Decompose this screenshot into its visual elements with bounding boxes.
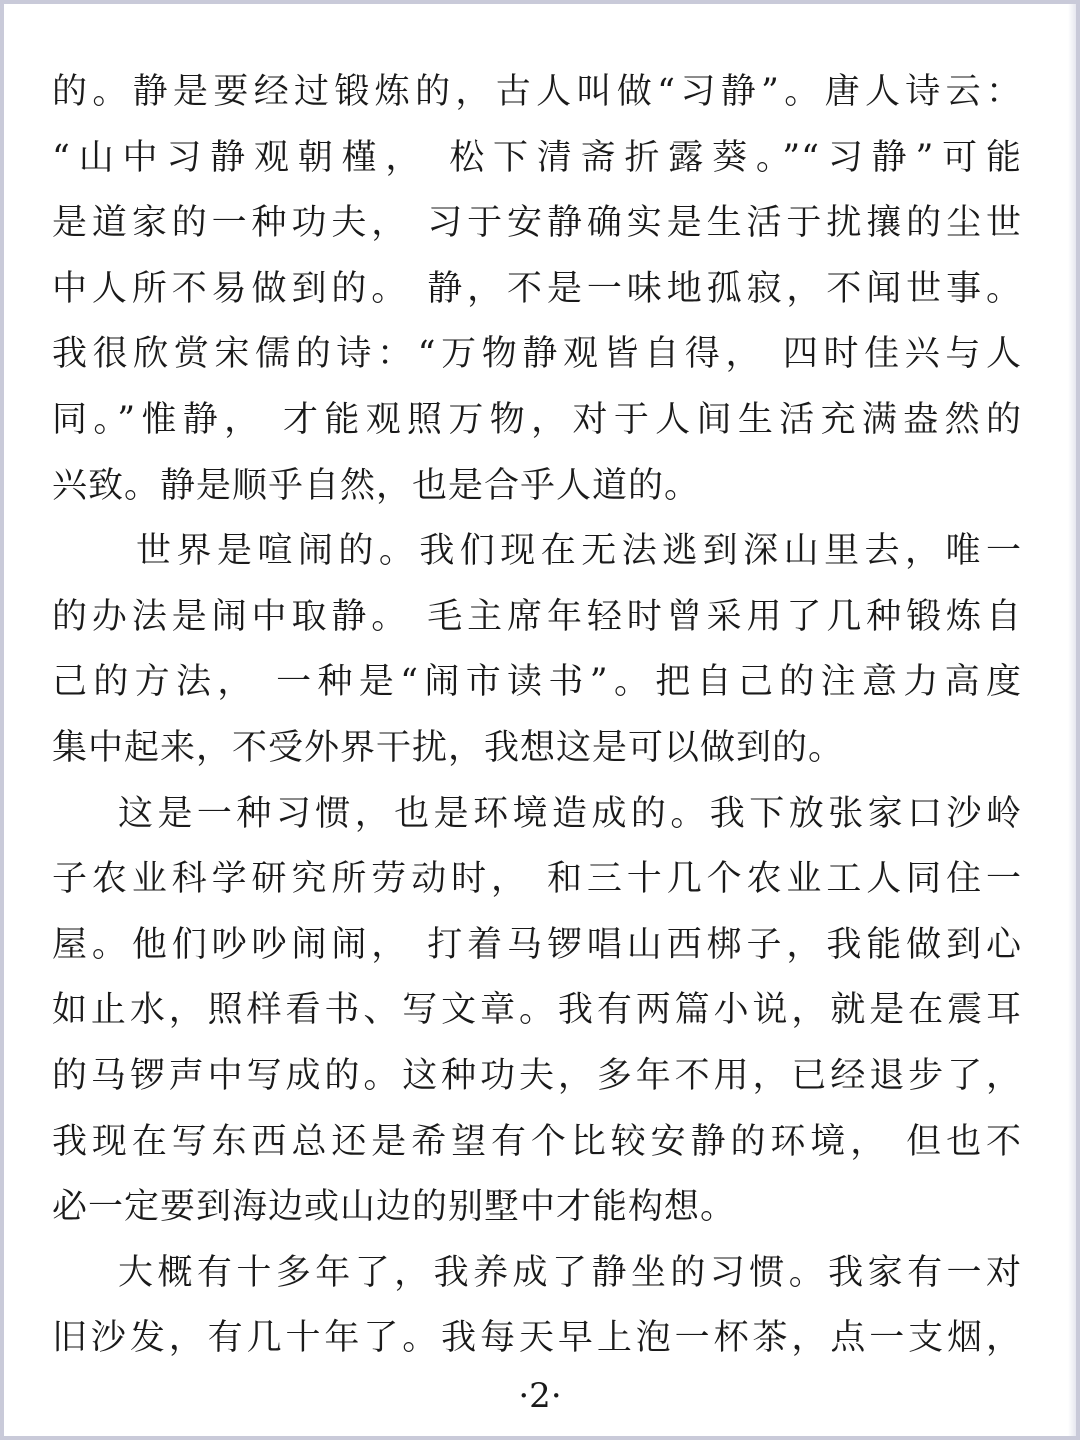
text-line: 同。”惟静， 才能观照万物，对于人间生活充满盎然的 xyxy=(52,399,1022,440)
text-line: 我很欣赏宋儒的诗：“万物静观皆自得， 四时佳兴与人 xyxy=(52,334,1022,375)
text-line: 我现在写东西总还是希望有个比较安静的环境， 但也不 xyxy=(52,1121,1022,1162)
text-line: 兴致。静是顺乎自然，也是合乎人道的。 xyxy=(52,465,701,506)
text-line: 这是一种习惯，也是环境造成的。我下放张家口沙岭 xyxy=(118,793,1022,834)
text-line: 世界是喧闹的。我们现在无法逃到深山里去，唯一 xyxy=(136,531,1022,572)
text-line: 如止水，照样看书、写文章。我有两篇小说，就是在震耳 xyxy=(52,990,1022,1031)
text-line: 大概有十多年了，我养成了静坐的习惯。我家有一对 xyxy=(118,1252,1022,1293)
text-line: 子农业科学研究所劳动时， 和三十几个农业工人同住一 xyxy=(52,859,1022,900)
text-line: 是道家的一种功夫， 习于安静确实是生活于扰攘的尘世 xyxy=(52,203,1022,244)
text-line: 屋。他们吵吵闹闹， 打着马锣唱山西梆子，我能做到心 xyxy=(52,924,1022,965)
text-line: 的办法是闹中取静。 毛主席年轻时曾采用了几种锻炼自 xyxy=(52,596,1022,637)
text-line: 旧沙发，有几十年了。我每天早上泡一杯茶，点一支烟， xyxy=(52,1318,1022,1359)
text-line: 己的方法， 一种是“闹市读书”。把自己的注意力高度 xyxy=(52,662,1022,703)
book-page xyxy=(4,4,1076,1436)
text-line: 集中起来，不受外界干扰，我想这是可以做到的。 xyxy=(52,727,845,768)
text-line: 的。静是要经过锻炼的，古人叫做“习静”。唐人诗云： xyxy=(52,72,1022,112)
page-number: ·2· xyxy=(518,1376,562,1416)
text-line: 中人所不易做到的。 静，不是一味地孤寂，不闻世事。 xyxy=(52,268,1022,309)
body-text xyxy=(52,60,1022,1372)
text-line: 的马锣声中写成的。这种功夫，多年不用，已经退步了， xyxy=(52,1055,1022,1096)
page-edge-shadow xyxy=(1068,4,1076,1436)
text-line: 必一定要到海边或山边的别墅中才能构想。 xyxy=(52,1187,737,1228)
text-line: “山中习静观朝槿， 松下清斋折露葵。”“习静”可能 xyxy=(52,137,1022,178)
